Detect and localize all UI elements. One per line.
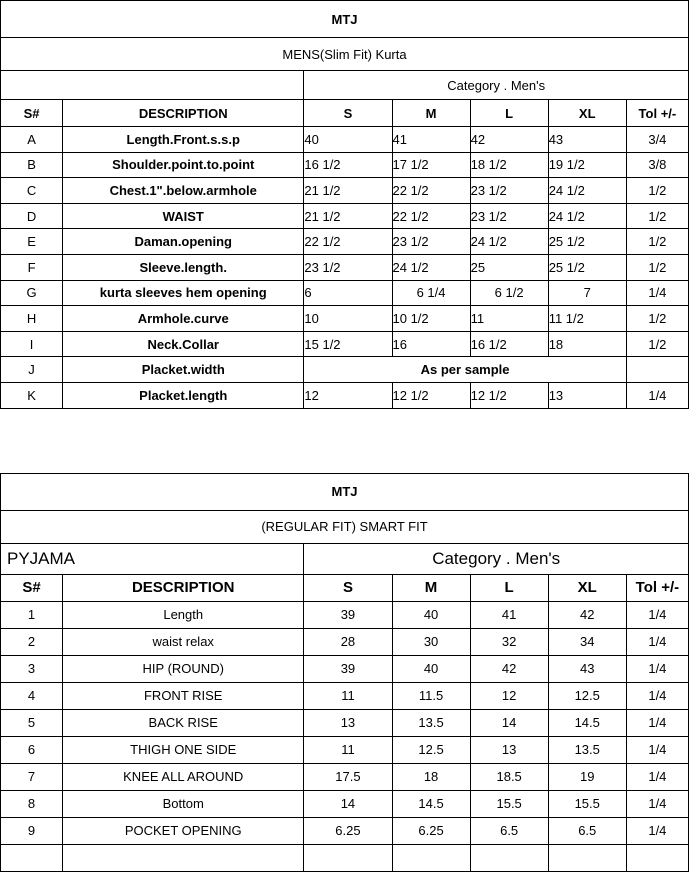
cell-tolerance: 1/4	[626, 817, 688, 844]
cell-description: kurta sleeves hem opening	[63, 280, 304, 306]
cell-tolerance: 1/4	[626, 601, 688, 628]
kurta-header-sn: S#	[1, 100, 63, 127]
cell-description: Daman.opening	[63, 229, 304, 255]
cell-size-m: 16	[392, 331, 470, 357]
pyjama-header-description: DESCRIPTION	[63, 574, 304, 601]
cell-description: Length.Front.s.s.p	[63, 127, 304, 153]
cell-sn: 3	[1, 655, 63, 682]
cell-size-m: 12.5	[392, 736, 470, 763]
cell-size-l: 11	[470, 306, 548, 332]
cell-size-s: 6	[304, 280, 392, 306]
table-row	[1, 127, 689, 153]
cell-size-m: 30	[392, 628, 470, 655]
cell-tolerance: 1/4	[626, 382, 688, 408]
table-row	[1, 152, 689, 178]
table-row	[1, 682, 689, 709]
cell-size-s: 40	[304, 127, 392, 153]
section-gap	[0, 409, 689, 473]
cell-size-xl: 15.5	[548, 790, 626, 817]
table-row	[1, 357, 689, 383]
cell-size-xl: 19 1/2	[548, 152, 626, 178]
cell-size-s: 39	[304, 601, 392, 628]
cell-description: THIGH ONE SIDE	[63, 736, 304, 763]
cell-size-l: 12 1/2	[470, 382, 548, 408]
cell-tolerance: 1/4	[626, 655, 688, 682]
table-row	[1, 736, 689, 763]
cell-sn: K	[1, 382, 63, 408]
cell-size-xl: 34	[548, 628, 626, 655]
table-row	[1, 601, 689, 628]
cell-sn: 6	[1, 736, 63, 763]
kurta-header-s: S	[304, 100, 392, 127]
cell-tolerance: 1/2	[626, 254, 688, 280]
cell-size-s: 10	[304, 306, 392, 332]
cell-tolerance: 1/2	[626, 229, 688, 255]
cell-size-m: 12 1/2	[392, 382, 470, 408]
cell-size-s: 11	[304, 682, 392, 709]
cell-size-m: 14.5	[392, 790, 470, 817]
cell-span-note: As per sample	[304, 357, 626, 383]
cell-empty	[392, 844, 470, 871]
table-row	[1, 229, 689, 255]
cell-size-l: 13	[470, 736, 548, 763]
cell-size-s: 39	[304, 655, 392, 682]
cell-size-xl: 25 1/2	[548, 229, 626, 255]
cell-description: Sleeve.length.	[63, 254, 304, 280]
cell-size-l: 6.5	[470, 817, 548, 844]
kurta-category-blank	[1, 71, 304, 100]
cell-tolerance: 1/4	[626, 763, 688, 790]
cell-size-xl: 43	[548, 655, 626, 682]
cell-tolerance: 1/4	[626, 628, 688, 655]
kurta-category-row	[1, 71, 689, 100]
pyjama-header-m: M	[392, 574, 470, 601]
table-row	[1, 628, 689, 655]
cell-size-xl: 43	[548, 127, 626, 153]
cell-sn: 2	[1, 628, 63, 655]
cell-size-m: 40	[392, 655, 470, 682]
cell-size-xl: 11 1/2	[548, 306, 626, 332]
cell-tolerance: 1/2	[626, 306, 688, 332]
table-row	[1, 306, 689, 332]
cell-tolerance: 1/4	[626, 682, 688, 709]
pyjama-category-row	[1, 543, 689, 574]
cell-empty	[1, 844, 63, 871]
cell-size-s: 17.5	[304, 763, 392, 790]
table-row	[1, 254, 689, 280]
cell-description: WAIST	[63, 203, 304, 229]
kurta-category-label: Category . Men's	[304, 71, 689, 100]
kurta-header-tol: Tol +/-	[626, 100, 688, 127]
cell-description: BACK RISE	[63, 709, 304, 736]
cell-sn: G	[1, 280, 63, 306]
cell-size-xl: 14.5	[548, 709, 626, 736]
table-row	[1, 382, 689, 408]
cell-sn: 7	[1, 763, 63, 790]
cell-sn: D	[1, 203, 63, 229]
table-row	[1, 790, 689, 817]
kurta-header-row	[1, 100, 689, 127]
cell-sn: B	[1, 152, 63, 178]
cell-sn: 8	[1, 790, 63, 817]
cell-description: Neck.Collar	[63, 331, 304, 357]
cell-size-s: 23 1/2	[304, 254, 392, 280]
cell-sn: C	[1, 178, 63, 204]
pyjama-header-s: S	[304, 574, 392, 601]
cell-size-xl: 24 1/2	[548, 178, 626, 204]
cell-sn: J	[1, 357, 63, 383]
cell-size-xl: 24 1/2	[548, 203, 626, 229]
cell-size-l: 6 1/2	[470, 280, 548, 306]
table-row	[1, 655, 689, 682]
pyjama-title: MTJ	[1, 473, 689, 510]
pyjama-header-row	[1, 574, 689, 601]
cell-description: Shoulder.point.to.point	[63, 152, 304, 178]
cell-size-l: 42	[470, 127, 548, 153]
cell-sn: H	[1, 306, 63, 332]
cell-size-s: 14	[304, 790, 392, 817]
cell-size-xl: 13.5	[548, 736, 626, 763]
cell-sn: 1	[1, 601, 63, 628]
cell-tolerance: 3/8	[626, 152, 688, 178]
cell-tolerance: 3/4	[626, 127, 688, 153]
cell-description: Placket.length	[63, 382, 304, 408]
cell-size-s: 13	[304, 709, 392, 736]
cell-size-m: 23 1/2	[392, 229, 470, 255]
cell-size-l: 42	[470, 655, 548, 682]
cell-tolerance: 1/4	[626, 736, 688, 763]
cell-size-xl: 7	[548, 280, 626, 306]
cell-empty	[626, 844, 688, 871]
cell-size-s: 11	[304, 736, 392, 763]
cell-size-l: 14	[470, 709, 548, 736]
cell-size-s: 21 1/2	[304, 203, 392, 229]
cell-size-m: 22 1/2	[392, 203, 470, 229]
cell-sn: F	[1, 254, 63, 280]
cell-size-l: 23 1/2	[470, 178, 548, 204]
cell-size-xl: 19	[548, 763, 626, 790]
pyjama-header-xl: XL	[548, 574, 626, 601]
cell-size-xl: 12.5	[548, 682, 626, 709]
cell-description: FRONT RISE	[63, 682, 304, 709]
cell-size-m: 13.5	[392, 709, 470, 736]
cell-size-m: 6 1/4	[392, 280, 470, 306]
cell-size-l: 41	[470, 601, 548, 628]
pyjama-title-row	[1, 473, 689, 510]
cell-size-m: 24 1/2	[392, 254, 470, 280]
pyjama-header-tol: Tol +/-	[626, 574, 688, 601]
kurta-header-xl: XL	[548, 100, 626, 127]
cell-description: Bottom	[63, 790, 304, 817]
cell-size-s: 12	[304, 382, 392, 408]
cell-size-s: 16 1/2	[304, 152, 392, 178]
cell-size-l: 12	[470, 682, 548, 709]
cell-size-m: 22 1/2	[392, 178, 470, 204]
cell-tolerance	[626, 357, 688, 383]
cell-size-s: 22 1/2	[304, 229, 392, 255]
cell-empty	[63, 844, 304, 871]
cell-size-l: 32	[470, 628, 548, 655]
cell-size-xl: 25 1/2	[548, 254, 626, 280]
cell-size-s: 6.25	[304, 817, 392, 844]
cell-tolerance: 1/2	[626, 331, 688, 357]
pyjama-header-sn: S#	[1, 574, 63, 601]
kurta-title-row	[1, 1, 689, 38]
cell-empty	[304, 844, 392, 871]
table-row	[1, 280, 689, 306]
table-row	[1, 763, 689, 790]
kurta-spec-table	[0, 0, 689, 409]
cell-sn: I	[1, 331, 63, 357]
cell-tolerance: 1/2	[626, 178, 688, 204]
cell-size-l: 15.5	[470, 790, 548, 817]
cell-description: HIP (ROUND)	[63, 655, 304, 682]
kurta-title: MTJ	[1, 1, 689, 38]
cell-description: Placket.width	[63, 357, 304, 383]
cell-description: KNEE ALL AROUND	[63, 763, 304, 790]
pyjama-subtitle: (REGULAR FIT) SMART FIT	[1, 510, 689, 543]
cell-size-l: 18 1/2	[470, 152, 548, 178]
cell-sn: 5	[1, 709, 63, 736]
table-row	[1, 331, 689, 357]
cell-empty	[470, 844, 548, 871]
table-row	[1, 203, 689, 229]
cell-sn: A	[1, 127, 63, 153]
kurta-header-m: M	[392, 100, 470, 127]
kurta-header-l: L	[470, 100, 548, 127]
cell-size-xl: 13	[548, 382, 626, 408]
pyjama-header-l: L	[470, 574, 548, 601]
cell-description: POCKET OPENING	[63, 817, 304, 844]
cell-size-m: 6.25	[392, 817, 470, 844]
pyjama-left-label: PYJAMA	[1, 543, 304, 574]
cell-size-xl: 42	[548, 601, 626, 628]
kurta-header-description: DESCRIPTION	[63, 100, 304, 127]
cell-empty	[548, 844, 626, 871]
pyjama-subtitle-row	[1, 510, 689, 543]
cell-size-m: 18	[392, 763, 470, 790]
cell-size-m: 41	[392, 127, 470, 153]
table-row	[1, 817, 689, 844]
cell-tolerance: 1/2	[626, 203, 688, 229]
cell-description: Chest.1".below.armhole	[63, 178, 304, 204]
cell-size-l: 18.5	[470, 763, 548, 790]
kurta-subtitle: MENS(Slim Fit) Kurta	[1, 38, 689, 71]
cell-tolerance: 1/4	[626, 280, 688, 306]
cell-size-m: 11.5	[392, 682, 470, 709]
cell-size-s: 28	[304, 628, 392, 655]
pyjama-category-label: Category . Men's	[304, 543, 689, 574]
cell-size-m: 17 1/2	[392, 152, 470, 178]
cell-sn: 9	[1, 817, 63, 844]
cell-size-l: 23 1/2	[470, 203, 548, 229]
cell-size-xl: 6.5	[548, 817, 626, 844]
cell-tolerance: 1/4	[626, 790, 688, 817]
pyjama-spec-table	[0, 473, 689, 872]
cell-description: waist relax	[63, 628, 304, 655]
cell-sn: E	[1, 229, 63, 255]
cell-sn: 4	[1, 682, 63, 709]
cell-size-s: 21 1/2	[304, 178, 392, 204]
cell-size-m: 10 1/2	[392, 306, 470, 332]
cell-size-xl: 18	[548, 331, 626, 357]
table-row	[1, 178, 689, 204]
cell-description: Armhole.curve	[63, 306, 304, 332]
cell-tolerance: 1/4	[626, 709, 688, 736]
cell-size-s: 15 1/2	[304, 331, 392, 357]
cell-size-l: 16 1/2	[470, 331, 548, 357]
table-row	[1, 709, 689, 736]
kurta-subtitle-row	[1, 38, 689, 71]
cell-size-l: 24 1/2	[470, 229, 548, 255]
cell-description: Length	[63, 601, 304, 628]
table-row-empty	[1, 844, 689, 871]
cell-size-m: 40	[392, 601, 470, 628]
cell-size-l: 25	[470, 254, 548, 280]
